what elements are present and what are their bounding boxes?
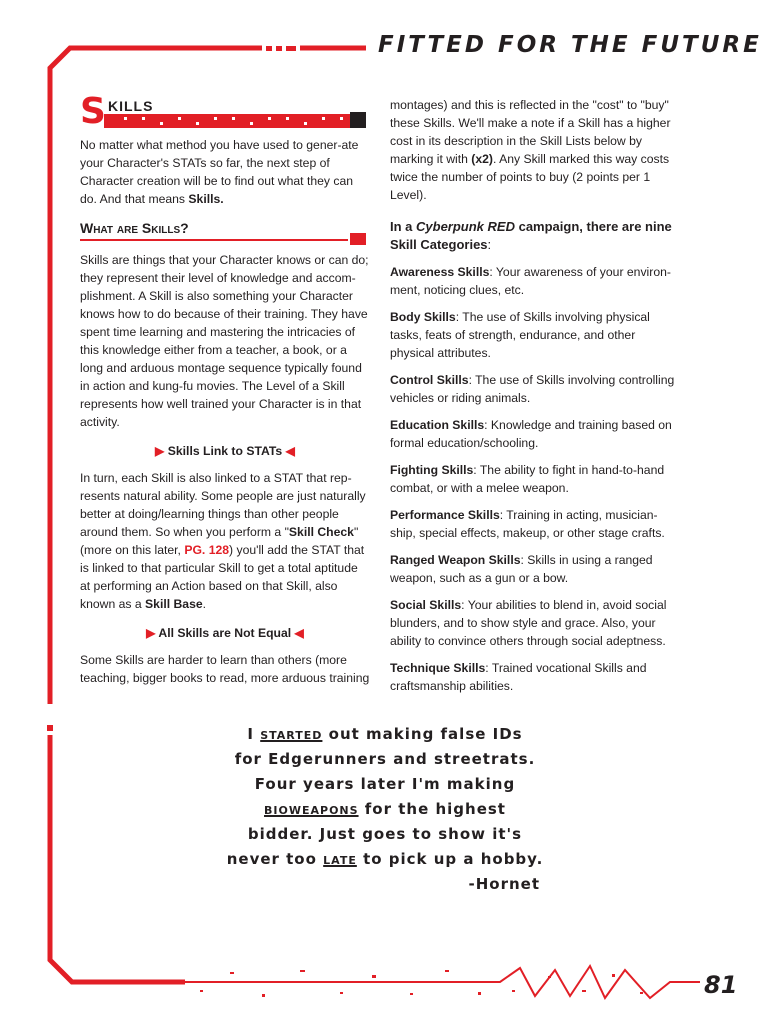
intro-paragraph: No matter what method you have used to gener-ate your Character's STATs so far, the next step of Character creation will be to find out what they can do. And that means Skills. [80, 138, 359, 206]
hornet-quote [150, 722, 620, 897]
running-header-title: FITTED FOR THE FUTURE [378, 32, 762, 58]
page-number: 81 [704, 971, 738, 999]
quote-line: bidder. Just goes to show it's [247, 825, 523, 843]
what-are-skills-paragraph: Skills are things that your Character knows or can do; they represent their level of knowledge and accom-plishment. A Skill is also something your Character knows how to do because of their training. They have spent time learning and mastering the intricacies of this knowledge either from a teacher, a book, or a long and arduous montage sequence typically found in action and kung-fu movies. The Level of a Skill represents how well trained your Character is in that activity. [80, 253, 369, 429]
category-fighting: Fighting Skills: The ability to fight in hand-to-hand combat, or with a melee weapon. [390, 463, 665, 495]
skills-heading [80, 91, 370, 132]
quote-line: for Edgerunners and streetrats. [234, 750, 536, 768]
categories-intro: In a Cyberpunk RED campaign, there are nine Skill Categories: [390, 219, 672, 252]
quote-line: never too late to pick up a hobby. [226, 850, 544, 868]
category-technique: Technique Skills: Trained vocational Skills and craftsmanship abilities. [390, 661, 647, 693]
right-column [390, 96, 680, 704]
category-performance: Performance Skills: Training in acting, musician-ship, special effects, makeup, or other stage crafts. [390, 508, 665, 540]
callout-not-equal: ▶ All Skills are Not Equal ◀ [146, 626, 304, 640]
cost-paragraph: montages) and this is reflected in the "cost" to "buy" these Skills. We'll make a note if a Skill has a higher cost in its description in the Skill Lists below by marking it with (x2). Any Skill marked this way costs twice the number of points to buy (2 points per 1 Level). [390, 98, 671, 202]
category-education: Education Skills: Knowledge and training based on formal education/schooling. [390, 418, 672, 450]
right-triangle-icon: ▶ [155, 444, 165, 458]
not-equal-paragraph: Some Skills are harder to learn than others (more teaching, bigger books to read, more arduous training [80, 653, 370, 685]
category-awareness: Awareness Skills: Your awareness of your environ-ment, noticing clues, etc. [390, 265, 671, 297]
quote-signature: -Hornet [468, 875, 540, 893]
category-social: Social Skills: Your abilities to blend in, avoid social blunders, and to show style and grace. Also, your ability to convince others through social adeptness. [390, 598, 667, 648]
quote-line: Four years later I'm making [254, 775, 516, 793]
right-triangle-icon: ▶ [146, 626, 156, 640]
category-ranged-weapon: Ranged Weapon Skills: Skills in using a ranged weapon, such as a gun or a bow. [390, 553, 653, 585]
category-control: Control Skills: The use of Skills involving controlling vehicles or riding animals. [390, 373, 675, 405]
heading-end-block [350, 112, 366, 128]
left-triangle-icon: ◀ [294, 626, 304, 640]
callout-skills-link: ▶ Skills Link to STATs ◀ [155, 444, 295, 458]
heading-bar [104, 114, 366, 128]
left-column [80, 91, 370, 698]
left-triangle-icon: ◀ [285, 444, 295, 458]
what-are-skills-heading: What are Skills? [80, 219, 370, 243]
skills-heading-rest: KILLS [108, 98, 154, 114]
quote-line: I started out making false IDs [247, 725, 523, 743]
skills-heading-initial: S [80, 91, 106, 132]
quote-line: bioweapons for the highest [264, 800, 506, 818]
page-reference-link[interactable]: PG. 128 [184, 543, 230, 557]
skills-link-paragraph: In turn, each Skill is also linked to a STAT that rep-resents natural ability. Some people are just naturally better at doing/learning things than other people around them. So when you perform a "Skill Check" (more on this later, PG. 128) you'll add the STAT that is linked to that particular Skill to get a total aptitude at performing an Action based on that Skill, also known as a Skill Base. [80, 471, 366, 611]
category-body: Body Skills: The use of Skills involving physical tasks, feats of strength, endurance, and other physical attributes. [390, 310, 650, 360]
